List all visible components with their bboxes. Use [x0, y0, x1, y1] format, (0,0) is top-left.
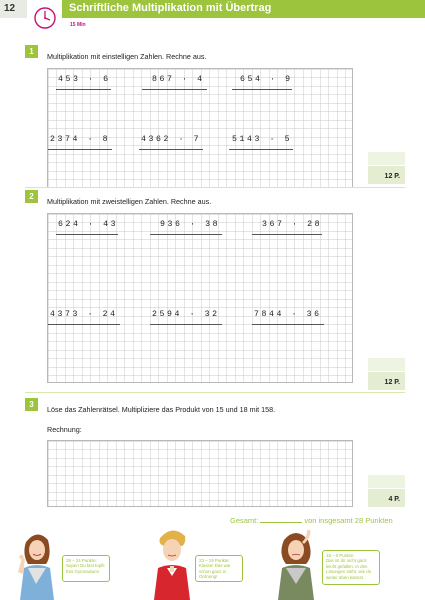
task-2-problem-5: 2594 · 32	[152, 310, 220, 319]
task-1-problem-5: 4362 · 7	[141, 135, 202, 144]
task-2-number: 2	[25, 190, 38, 203]
answer-line	[56, 234, 118, 235]
answer-line	[232, 89, 292, 90]
task-1-problem-2: 867 · 4	[152, 75, 205, 84]
rating-3-text: Das ist dir nicht ganz leicht gefallen. In den Lösungen steht, wie du weiter üben kannst.	[326, 558, 372, 580]
rating-1-range: 28 – 24 Punkte:	[66, 558, 97, 563]
rating-3-range: 18 – 0 Punkte:	[326, 553, 355, 558]
page-header	[0, 0, 425, 18]
task-1-problem-6: 5143 · 5	[232, 135, 293, 144]
task-1-problem-3: 654 · 9	[240, 75, 293, 84]
girl-thumbs-up-illustration	[12, 528, 62, 600]
girl-thinking-illustration	[272, 526, 320, 600]
task-3-grid[interactable]	[47, 440, 353, 507]
page-title: Schriftliche Multiplikation mit Übertrag	[69, 2, 272, 14]
total-suffix: von insgesamt 28 Punkten	[304, 516, 393, 525]
answer-line	[229, 149, 293, 150]
clock-icon	[33, 6, 57, 30]
task-2-problem-3: 367 · 28	[262, 220, 323, 229]
answer-line	[150, 324, 222, 325]
task-2-grid[interactable]	[47, 213, 353, 383]
answer-line	[48, 149, 112, 150]
answer-line	[139, 149, 203, 150]
task-2-problem-4: 4373 · 24	[50, 310, 118, 319]
task-2-problem-6: 7844 · 36	[254, 310, 322, 319]
task-1-points: 12 P.	[384, 173, 400, 180]
total-label: Gesamt:	[230, 516, 259, 525]
boy-illustration	[150, 526, 195, 600]
task-1-points-box	[368, 152, 405, 184]
total-blank[interactable]	[260, 516, 302, 523]
rating-2-text: Klasse! Das war schon ganz in Ordnung!	[199, 563, 231, 579]
task-3-calc-label: Rechnung:	[47, 425, 82, 434]
rating-1-text: Super! Du bist topfit fürs Gymnasium!	[66, 563, 105, 574]
title-bar	[62, 0, 425, 18]
task-3-instruction: Löse das Zahlenrätsel. Multipliziere das Produkt von 15 und 18 mit 158.	[47, 405, 276, 414]
answer-line	[56, 89, 111, 90]
task-1-grid[interactable]	[47, 68, 353, 188]
task-3-points: 4 P.	[388, 496, 400, 503]
answer-line	[252, 234, 322, 235]
answer-line	[150, 234, 222, 235]
section-divider	[25, 187, 405, 188]
task-2-instruction: Multiplikation mit zweistelligen Zahlen. Rechne aus.	[47, 197, 212, 206]
task-2-points: 12 P.	[384, 379, 400, 386]
answer-line	[48, 324, 120, 325]
task-1-instruction: Multiplikation mit einstelligen Zahlen. Rechne aus.	[47, 52, 207, 61]
task-1-problem-1: 453 · 6	[58, 75, 111, 84]
task-2-problem-1: 624 · 43	[58, 220, 119, 229]
task-1-problem-4: 2374 · 8	[50, 135, 111, 144]
answer-line	[142, 89, 207, 90]
rating-2-range: 23 – 19 Punkte:	[199, 558, 230, 563]
total-score-line	[230, 516, 393, 525]
rating-bubble-2	[195, 555, 243, 582]
section-divider	[25, 392, 405, 393]
task-3-number: 3	[25, 398, 38, 411]
rating-bubble-1	[62, 555, 110, 582]
task-2-points-box	[368, 358, 405, 390]
task-2-problem-2: 936 · 38	[160, 220, 221, 229]
rating-bubble-3	[322, 550, 380, 585]
page-number: 12	[4, 3, 16, 14]
page-number-box	[0, 0, 27, 18]
answer-line	[252, 324, 324, 325]
task-1-number: 1	[25, 45, 38, 58]
time-label: 15 Min	[70, 22, 86, 28]
task-3-points-box	[368, 475, 405, 507]
